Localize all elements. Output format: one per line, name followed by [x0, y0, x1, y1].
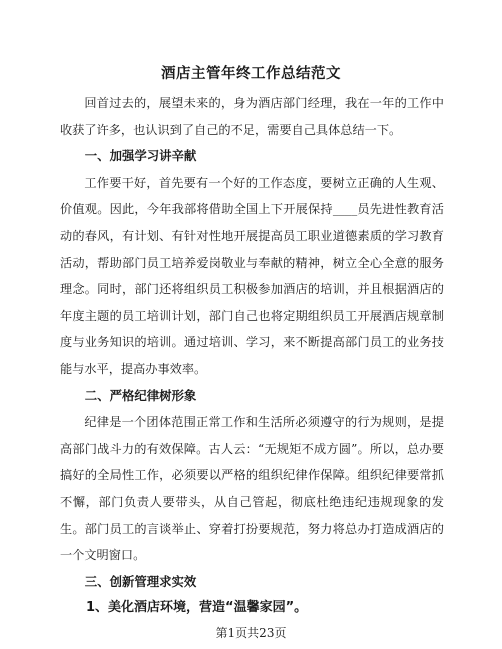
section-1-heading: 一、加强学习讲辛献 [84, 148, 197, 164]
section-3-subheading: 1、美化酒店环境，营造“温馨家园”。 [86, 600, 308, 616]
section-2-paragraph: 纪律是一个团体范围正常工作和生活所必须遵守的行为规则，是提高部门战斗力的有效保障。古人云：“无规矩不成方圆”。所以，总办要搞好的全局性工作，必须要以严格的组织纪律作保障。组织纪律要常抓不懈，部门负责人要带头，从自己管起，彻底杜绝违纪违规现象的发生。部门员工的言谈举止、穿着打扮要规范，努力将总办打造成酒店的一个文明窗口。 [60, 415, 444, 563]
document-body [60, 90, 444, 622]
intro-paragraph: 回首过去的，展望未来的，身为酒店部门经理，我在一年的工作中收获了许多，也认识到了自己的不足，需要自己具体总结一下。 [60, 96, 444, 137]
document-title: 酒店主管年终工作总结范文 [161, 65, 341, 82]
section-1-paragraph: 工作要干好，首先要有一个好的工作态度，要树立正确的人生观、价值观。因此，今年我部将借助全国上下开展保持____员先进性教育活动的春风，有计划、有针对性地开展提高员工职业道德素质的学习教育活动，帮助部门员工培养爱岗敬业与奉献的精神，树立全心全意的服务理念。同时，部门还将组织员工积极参加酒店的培训，并且根据酒店的年度主题的员工培训计划，部门自己也将定期组织员工开展酒店规章制度与业务知识的培训。通过培训、学习，来不断提高部门员工的业务技能与水平，提高办事效率。 [60, 175, 444, 376]
page-number-footer: 第1页共23页 [215, 626, 287, 640]
section-2-heading: 二、严格纪律树形象 [84, 387, 197, 403]
section-3-heading: 三、创新管理求实效 [84, 573, 197, 589]
